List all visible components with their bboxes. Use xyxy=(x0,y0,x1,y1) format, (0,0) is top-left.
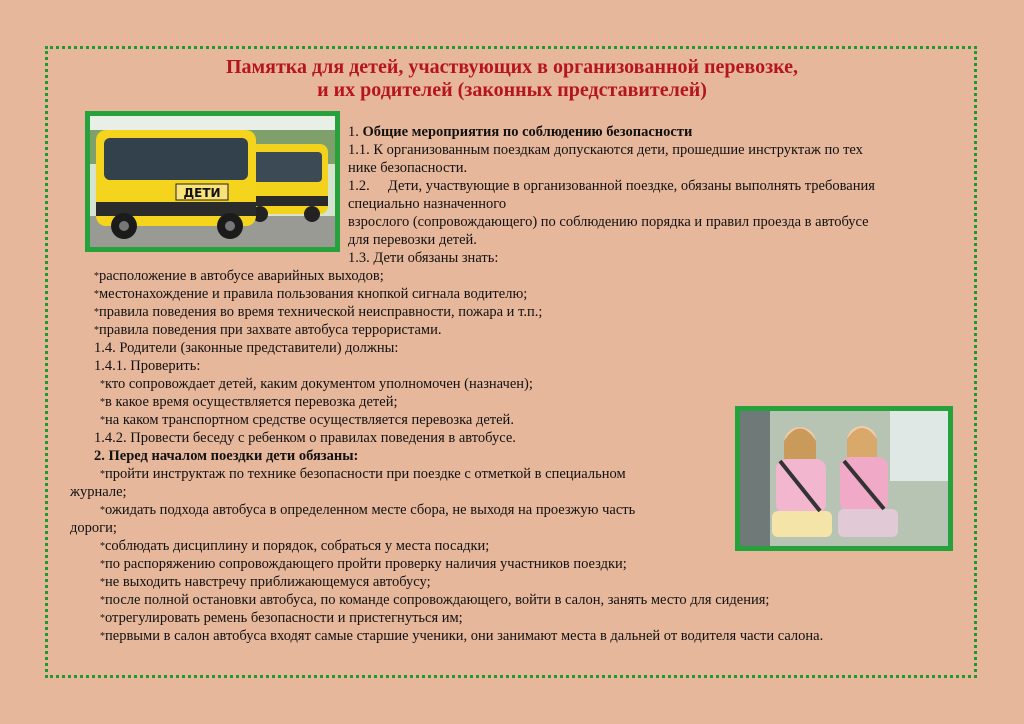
p1-4: 1.4. Родители (законные представители) должны: xyxy=(94,340,399,356)
bullet-mark: * xyxy=(100,577,105,588)
section1-number: 1. xyxy=(348,124,359,140)
bullet-mark: * xyxy=(94,325,99,336)
s2-item: *первыми в салон автобуса входят самые старшие ученики, они занимают места в дальней от водителя части салона. xyxy=(100,628,824,644)
children-seatbelt-photo xyxy=(735,406,953,551)
know-item: *расположение в автобусе аварийных выходов; xyxy=(94,268,384,284)
s2-item-1a: *пройти инструктаж по технике безопасности при поездке с отметкой в специальном xyxy=(100,466,626,482)
p1-2-line-a: 1.2. Дети, участвующие в организованной поездке, обязаны выполнять требования xyxy=(348,178,875,194)
check-item: *кто сопровождает детей, каким документом уполномочен (назначен); xyxy=(100,376,533,392)
title-line-1: Памятка для детей, участвующих в организованной перевозке, xyxy=(225,56,799,78)
s2-item: *не выходить навстречу приближающемуся автобусу; xyxy=(100,574,431,590)
know-item: *правила поведения при захвате автобуса террористами. xyxy=(94,322,442,338)
know-item: *местонахождение и правила пользования кнопкой сигнала водителю; xyxy=(94,286,528,302)
section2-heading: 2. Перед началом поездки дети обязаны: xyxy=(94,448,359,464)
bullet-mark: * xyxy=(100,613,105,624)
bullet-mark: * xyxy=(94,307,99,318)
s2-item-1b: журнале; xyxy=(70,484,127,500)
p1-4-2: 1.4.2. Провести беседу с ребенком о правилах поведения в автобусе. xyxy=(94,430,516,446)
bullet-mark: * xyxy=(94,289,99,300)
bullet-mark: * xyxy=(100,541,105,552)
bullet-mark: * xyxy=(100,631,105,642)
p1-2-line-c: взрослого (сопровождающего) по соблюдению порядка и правил проезда в автобусе xyxy=(348,214,869,230)
bullet-mark: * xyxy=(100,505,105,516)
section1-heading xyxy=(348,123,692,141)
section1-title: Общие мероприятия по соблюдению безопасности xyxy=(362,124,693,140)
s2-item-2a: *ожидать подхода автобуса в определенном месте сбора, не выходя на проезжую часть xyxy=(100,502,636,518)
s2-item: *после полной остановки автобуса, по команде сопровождающего, войти в салон, занять место для сидения; xyxy=(100,592,770,608)
p1-1-line-a: 1.1. К организованным поездкам допускаются дети, прошедшие инструктаж по тех xyxy=(348,142,863,158)
bus-sign-text: ДЕТИ xyxy=(183,186,221,200)
bullet-mark: * xyxy=(100,595,105,606)
p1-1-line-b: нике безопасности. xyxy=(348,160,468,176)
page-title xyxy=(0,56,1024,102)
s2-item: *соблюдать дисциплину и порядок, собраться у места посадки; xyxy=(100,538,490,554)
p1-2-line-d: для перевозки детей. xyxy=(348,232,477,248)
p1-4-1: 1.4.1. Проверить: xyxy=(94,358,201,374)
school-bus-photo xyxy=(85,111,340,252)
bullet-mark: * xyxy=(100,469,105,480)
p1-2-line-b: специально назначенного xyxy=(348,196,507,212)
children-illustration xyxy=(740,411,948,546)
school-bus-illustration xyxy=(90,116,335,247)
s2-item: *по распоряжению сопровождающего пройти проверку наличия участников поездки; xyxy=(100,556,627,572)
title-line-2: и их родителей (законных представителей) xyxy=(317,79,707,101)
check-item: *на каком транспортном средстве осуществляется перевозка детей. xyxy=(100,412,514,428)
bullet-mark: * xyxy=(100,397,105,408)
bullet-mark: * xyxy=(100,379,105,390)
s2-item: *отрегулировать ремень безопасности и пристегнуться им; xyxy=(100,610,463,626)
know-item: *правила поведения во время технической неисправности, пожара и т.п.; xyxy=(94,304,543,320)
s2-item-2b: дороги; xyxy=(70,520,117,536)
bullet-mark: * xyxy=(100,415,105,426)
bullet-mark: * xyxy=(100,559,105,570)
bullet-mark: * xyxy=(94,271,99,282)
check-item: *в какое время осуществляется перевозка детей; xyxy=(100,394,398,410)
p1-3: 1.3. Дети обязаны знать: xyxy=(348,250,499,266)
